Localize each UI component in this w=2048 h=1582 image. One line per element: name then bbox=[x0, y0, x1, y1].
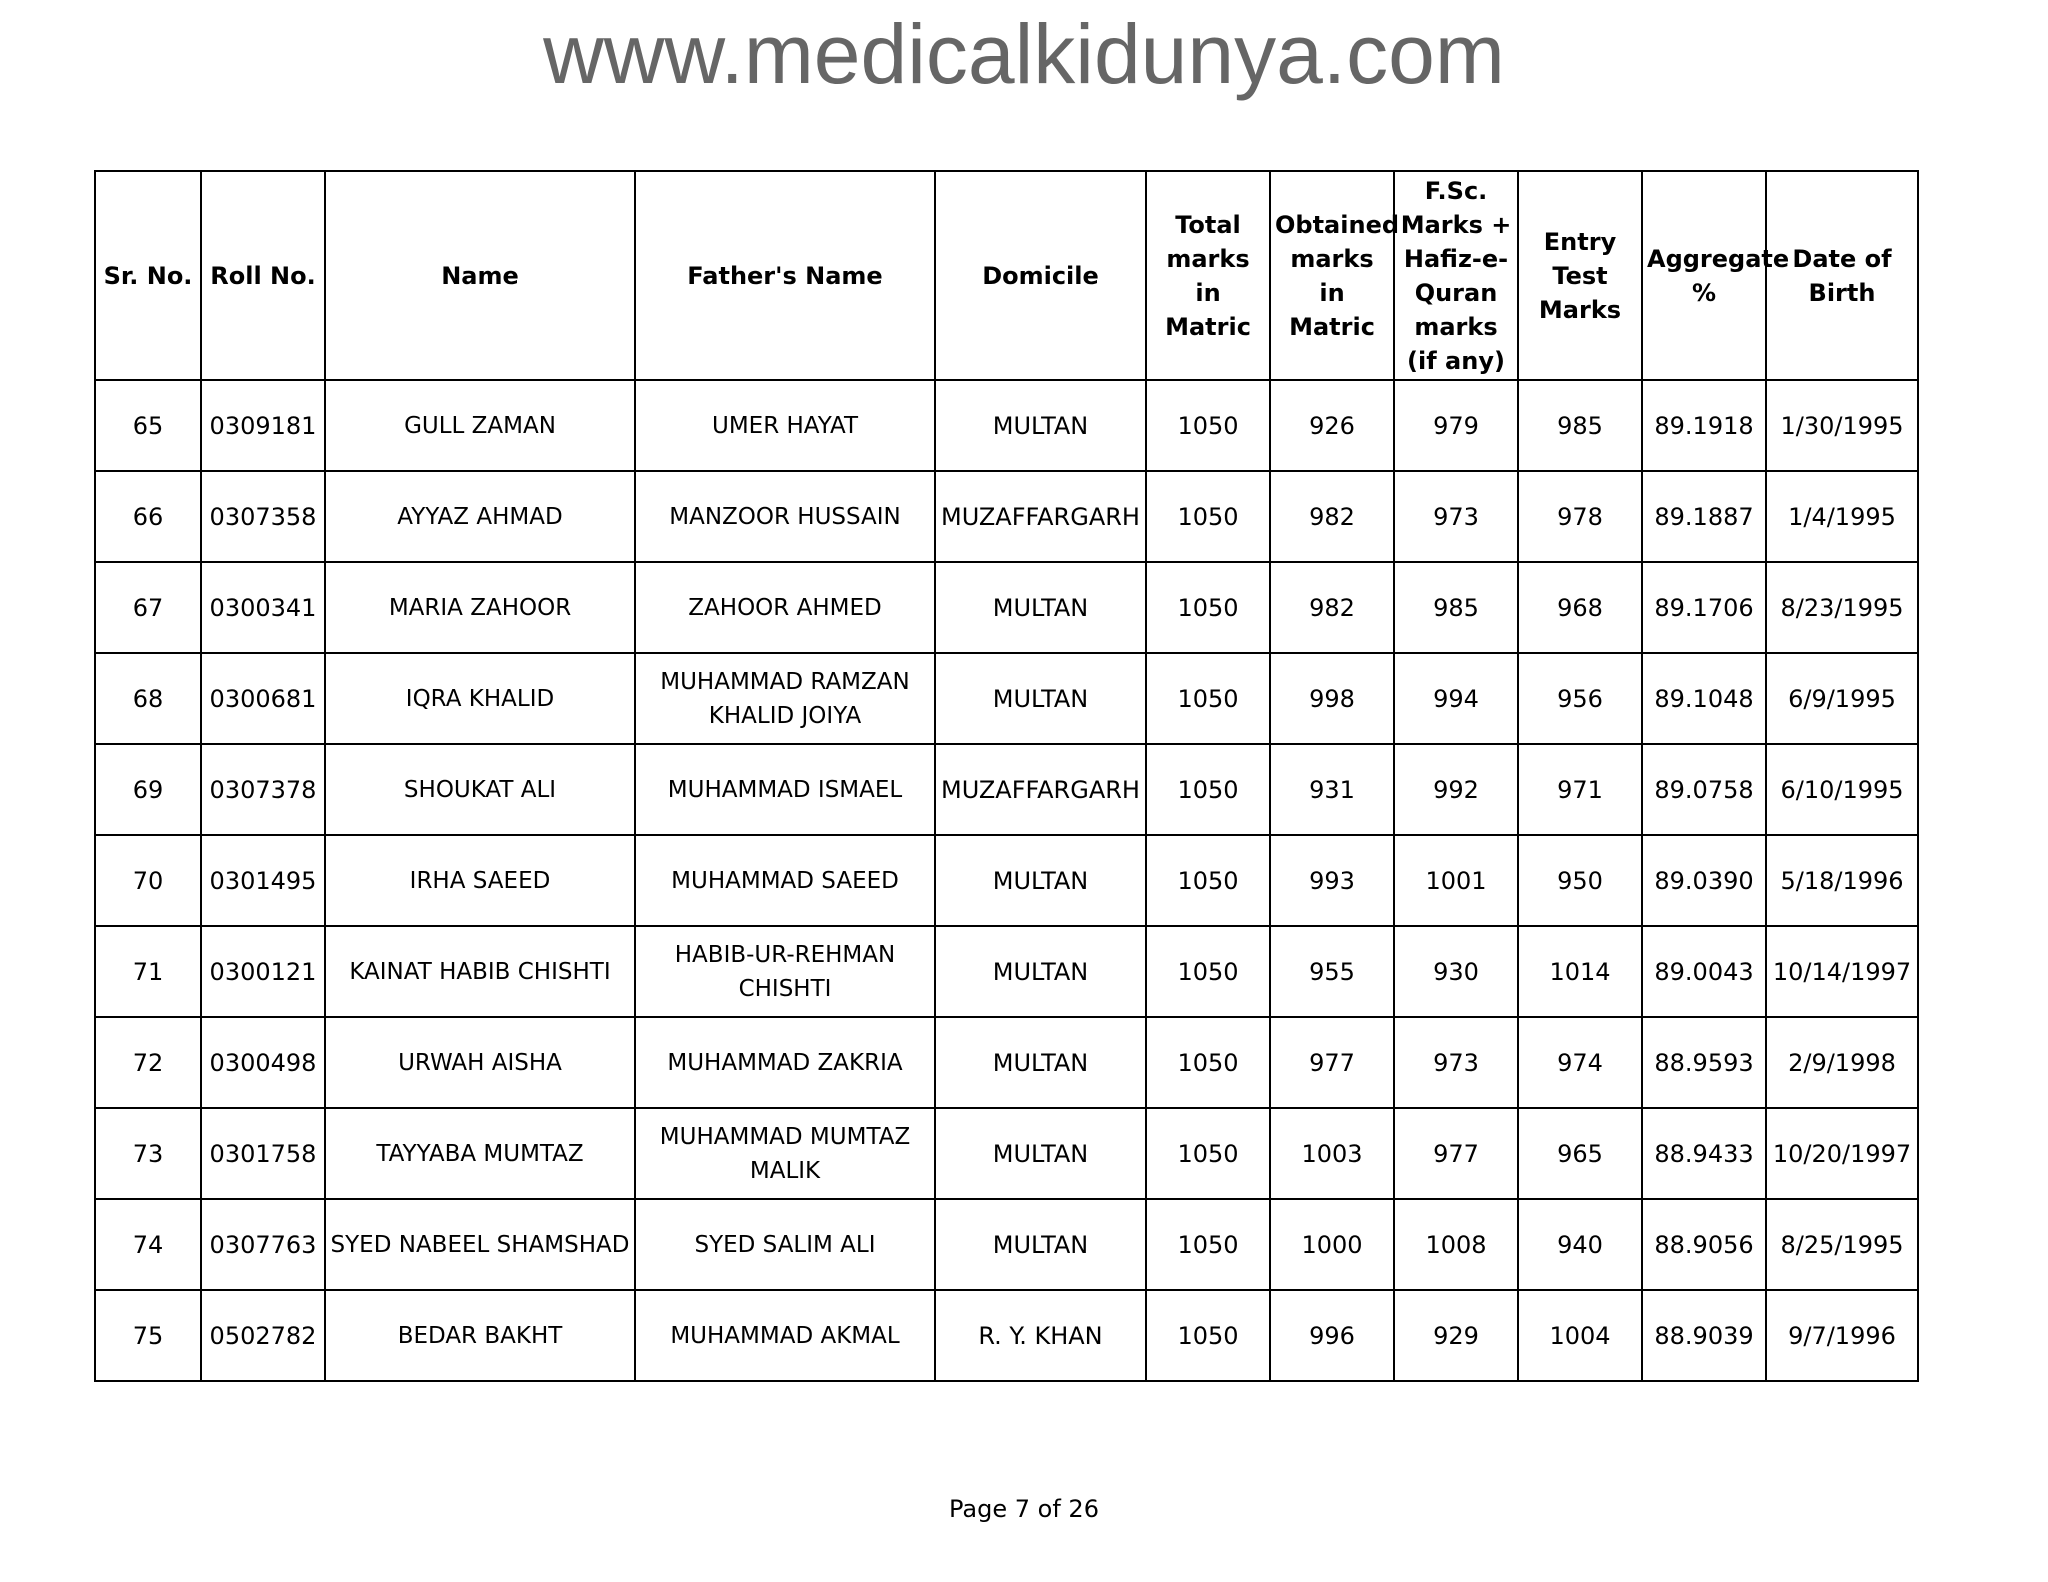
merit-list-table bbox=[94, 170, 1919, 1382]
cell-fsc-marks: 992 bbox=[1394, 744, 1518, 835]
cell-aggregate: 89.1887 bbox=[1642, 471, 1766, 562]
cell-total-matric: 1050 bbox=[1146, 1017, 1270, 1108]
cell-roll-no: 0300681 bbox=[201, 653, 325, 744]
cell-name: AYYAZ AHMAD bbox=[325, 471, 635, 562]
table-row bbox=[95, 471, 1918, 562]
cell-entry-test: 974 bbox=[1518, 1017, 1642, 1108]
cell-entry-test: 971 bbox=[1518, 744, 1642, 835]
cell-date-of-birth: 9/7/1996 bbox=[1766, 1290, 1918, 1381]
cell-roll-no: 0300121 bbox=[201, 926, 325, 1017]
header-aggregate: Aggregate % bbox=[1642, 171, 1766, 380]
cell-total-matric: 1050 bbox=[1146, 1108, 1270, 1199]
cell-name: IQRA KHALID bbox=[325, 653, 635, 744]
cell-sr-no: 70 bbox=[95, 835, 201, 926]
cell-fsc-marks: 930 bbox=[1394, 926, 1518, 1017]
cell-sr-no: 74 bbox=[95, 1199, 201, 1290]
cell-entry-test: 978 bbox=[1518, 471, 1642, 562]
cell-aggregate: 88.9433 bbox=[1642, 1108, 1766, 1199]
cell-fathers-name: MUHAMMAD MUMTAZ MALIK bbox=[635, 1108, 935, 1199]
cell-obtained-matric: 931 bbox=[1270, 744, 1394, 835]
cell-obtained-matric: 998 bbox=[1270, 653, 1394, 744]
cell-domicile: MULTAN bbox=[935, 1199, 1146, 1290]
cell-entry-test: 1004 bbox=[1518, 1290, 1642, 1381]
table-body bbox=[95, 380, 1918, 1381]
cell-entry-test: 1014 bbox=[1518, 926, 1642, 1017]
cell-date-of-birth: 1/30/1995 bbox=[1766, 380, 1918, 471]
cell-sr-no: 71 bbox=[95, 926, 201, 1017]
table-row bbox=[95, 926, 1918, 1017]
cell-aggregate: 89.0758 bbox=[1642, 744, 1766, 835]
cell-date-of-birth: 2/9/1998 bbox=[1766, 1017, 1918, 1108]
cell-total-matric: 1050 bbox=[1146, 1290, 1270, 1381]
cell-aggregate: 89.0043 bbox=[1642, 926, 1766, 1017]
table-row bbox=[95, 653, 1918, 744]
cell-sr-no: 75 bbox=[95, 1290, 201, 1381]
cell-fathers-name: ZAHOOR AHMED bbox=[635, 562, 935, 653]
cell-aggregate: 88.9039 bbox=[1642, 1290, 1766, 1381]
cell-entry-test: 968 bbox=[1518, 562, 1642, 653]
cell-fsc-marks: 994 bbox=[1394, 653, 1518, 744]
header-obtained-matric: Obtained marks in Matric bbox=[1270, 171, 1394, 380]
header-total-matric: Total marks in Matric bbox=[1146, 171, 1270, 380]
cell-date-of-birth: 8/25/1995 bbox=[1766, 1199, 1918, 1290]
header-domicile: Domicile bbox=[935, 171, 1146, 380]
cell-total-matric: 1050 bbox=[1146, 562, 1270, 653]
cell-total-matric: 1050 bbox=[1146, 926, 1270, 1017]
cell-roll-no: 0309181 bbox=[201, 380, 325, 471]
cell-domicile: R. Y. KHAN bbox=[935, 1290, 1146, 1381]
cell-name: TAYYABA MUMTAZ bbox=[325, 1108, 635, 1199]
cell-sr-no: 72 bbox=[95, 1017, 201, 1108]
cell-sr-no: 65 bbox=[95, 380, 201, 471]
cell-name: BEDAR BAKHT bbox=[325, 1290, 635, 1381]
cell-fathers-name: MUHAMMAD AKMAL bbox=[635, 1290, 935, 1381]
cell-entry-test: 940 bbox=[1518, 1199, 1642, 1290]
cell-entry-test: 985 bbox=[1518, 380, 1642, 471]
table-row bbox=[95, 1017, 1918, 1108]
cell-fathers-name: UMER HAYAT bbox=[635, 380, 935, 471]
cell-total-matric: 1050 bbox=[1146, 1199, 1270, 1290]
header-name: Name bbox=[325, 171, 635, 380]
header-entry-test: Entry Test Marks bbox=[1518, 171, 1642, 380]
cell-fathers-name: MUHAMMAD ISMAEL bbox=[635, 744, 935, 835]
table-row bbox=[95, 744, 1918, 835]
header-roll-no: Roll No. bbox=[201, 171, 325, 380]
cell-fsc-marks: 977 bbox=[1394, 1108, 1518, 1199]
cell-fathers-name: SYED SALIM ALI bbox=[635, 1199, 935, 1290]
cell-sr-no: 69 bbox=[95, 744, 201, 835]
cell-domicile: MULTAN bbox=[935, 926, 1146, 1017]
cell-total-matric: 1050 bbox=[1146, 380, 1270, 471]
cell-domicile: MULTAN bbox=[935, 380, 1146, 471]
cell-aggregate: 89.0390 bbox=[1642, 835, 1766, 926]
header-sr-no: Sr. No. bbox=[95, 171, 201, 380]
cell-fsc-marks: 979 bbox=[1394, 380, 1518, 471]
header-date-of-birth: Date of Birth bbox=[1766, 171, 1918, 380]
cell-date-of-birth: 5/18/1996 bbox=[1766, 835, 1918, 926]
table-row bbox=[95, 1108, 1918, 1199]
cell-date-of-birth: 1/4/1995 bbox=[1766, 471, 1918, 562]
cell-domicile: MUZAFFARGARH bbox=[935, 744, 1146, 835]
cell-domicile: MULTAN bbox=[935, 1017, 1146, 1108]
cell-fathers-name: MANZOOR HUSSAIN bbox=[635, 471, 935, 562]
table-row bbox=[95, 1290, 1918, 1381]
cell-date-of-birth: 10/20/1997 bbox=[1766, 1108, 1918, 1199]
cell-roll-no: 0307358 bbox=[201, 471, 325, 562]
cell-date-of-birth: 10/14/1997 bbox=[1766, 926, 1918, 1017]
cell-fsc-marks: 929 bbox=[1394, 1290, 1518, 1381]
cell-date-of-birth: 6/9/1995 bbox=[1766, 653, 1918, 744]
cell-total-matric: 1050 bbox=[1146, 835, 1270, 926]
cell-total-matric: 1050 bbox=[1146, 471, 1270, 562]
cell-total-matric: 1050 bbox=[1146, 744, 1270, 835]
table-row bbox=[95, 562, 1918, 653]
table-row bbox=[95, 1199, 1918, 1290]
cell-fathers-name: MUHAMMAD SAEED bbox=[635, 835, 935, 926]
cell-sr-no: 67 bbox=[95, 562, 201, 653]
cell-name: SYED NABEEL SHAMSHAD bbox=[325, 1199, 635, 1290]
cell-aggregate: 88.9593 bbox=[1642, 1017, 1766, 1108]
cell-name: KAINAT HABIB CHISHTI bbox=[325, 926, 635, 1017]
cell-total-matric: 1050 bbox=[1146, 653, 1270, 744]
cell-fsc-marks: 1001 bbox=[1394, 835, 1518, 926]
cell-aggregate: 88.9056 bbox=[1642, 1199, 1766, 1290]
cell-name: SHOUKAT ALI bbox=[325, 744, 635, 835]
header-fsc-marks: F.Sc. Marks + Hafiz-e-Quran marks (if any) bbox=[1394, 171, 1518, 380]
table-row bbox=[95, 380, 1918, 471]
cell-roll-no: 0301758 bbox=[201, 1108, 325, 1199]
cell-fsc-marks: 973 bbox=[1394, 1017, 1518, 1108]
watermark-url: www.medicalkidunya.com bbox=[543, 7, 1505, 101]
cell-obtained-matric: 982 bbox=[1270, 471, 1394, 562]
cell-entry-test: 956 bbox=[1518, 653, 1642, 744]
cell-sr-no: 73 bbox=[95, 1108, 201, 1199]
cell-obtained-matric: 1000 bbox=[1270, 1199, 1394, 1290]
cell-domicile: MULTAN bbox=[935, 835, 1146, 926]
page-number: Page 7 of 26 bbox=[949, 1495, 1099, 1523]
cell-name: MARIA ZAHOOR bbox=[325, 562, 635, 653]
cell-fsc-marks: 973 bbox=[1394, 471, 1518, 562]
cell-roll-no: 0502782 bbox=[201, 1290, 325, 1381]
cell-date-of-birth: 8/23/1995 bbox=[1766, 562, 1918, 653]
cell-aggregate: 89.1048 bbox=[1642, 653, 1766, 744]
cell-name: IRHA SAEED bbox=[325, 835, 635, 926]
cell-domicile: MULTAN bbox=[935, 653, 1146, 744]
cell-name: GULL ZAMAN bbox=[325, 380, 635, 471]
cell-fathers-name: HABIB-UR-REHMAN CHISHTI bbox=[635, 926, 935, 1017]
cell-roll-no: 0300498 bbox=[201, 1017, 325, 1108]
cell-roll-no: 0300341 bbox=[201, 562, 325, 653]
cell-obtained-matric: 955 bbox=[1270, 926, 1394, 1017]
cell-obtained-matric: 1003 bbox=[1270, 1108, 1394, 1199]
header-fathers-name: Father's Name bbox=[635, 171, 935, 380]
cell-obtained-matric: 977 bbox=[1270, 1017, 1394, 1108]
cell-obtained-matric: 982 bbox=[1270, 562, 1394, 653]
cell-domicile: MUZAFFARGARH bbox=[935, 471, 1146, 562]
cell-obtained-matric: 993 bbox=[1270, 835, 1394, 926]
cell-obtained-matric: 926 bbox=[1270, 380, 1394, 471]
cell-aggregate: 89.1918 bbox=[1642, 380, 1766, 471]
cell-name: URWAH AISHA bbox=[325, 1017, 635, 1108]
cell-sr-no: 68 bbox=[95, 653, 201, 744]
table-row bbox=[95, 835, 1918, 926]
cell-fsc-marks: 1008 bbox=[1394, 1199, 1518, 1290]
table-header-row bbox=[95, 171, 1918, 380]
cell-entry-test: 965 bbox=[1518, 1108, 1642, 1199]
cell-roll-no: 0307763 bbox=[201, 1199, 325, 1290]
cell-domicile: MULTAN bbox=[935, 562, 1146, 653]
cell-roll-no: 0301495 bbox=[201, 835, 325, 926]
cell-fsc-marks: 985 bbox=[1394, 562, 1518, 653]
cell-roll-no: 0307378 bbox=[201, 744, 325, 835]
cell-obtained-matric: 996 bbox=[1270, 1290, 1394, 1381]
cell-fathers-name: MUHAMMAD ZAKRIA bbox=[635, 1017, 935, 1108]
cell-entry-test: 950 bbox=[1518, 835, 1642, 926]
cell-aggregate: 89.1706 bbox=[1642, 562, 1766, 653]
cell-domicile: MULTAN bbox=[935, 1108, 1146, 1199]
cell-date-of-birth: 6/10/1995 bbox=[1766, 744, 1918, 835]
cell-sr-no: 66 bbox=[95, 471, 201, 562]
cell-fathers-name: MUHAMMAD RAMZAN KHALID JOIYA bbox=[635, 653, 935, 744]
